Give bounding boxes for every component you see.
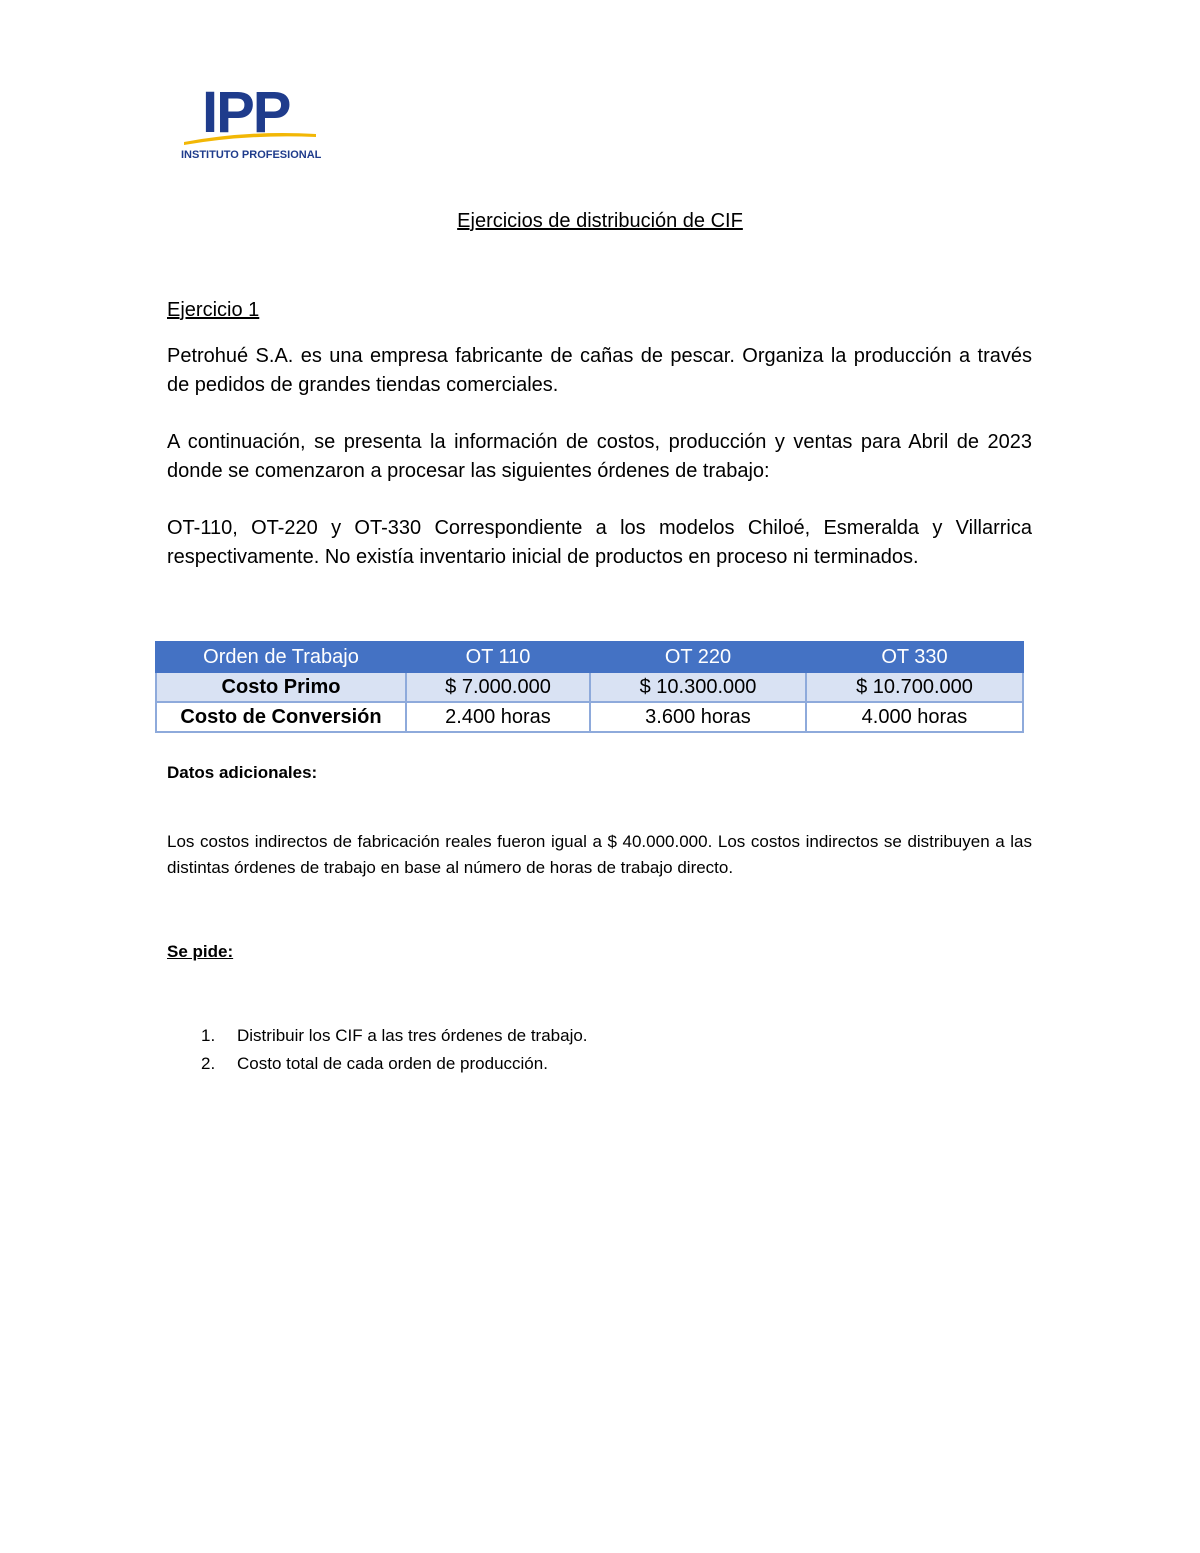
ipp-logo-graphic — [178, 84, 322, 164]
ipp-logo — [178, 84, 322, 164]
list-item-number: 2. — [201, 1054, 216, 1073]
list-item — [167, 1022, 588, 1050]
exercise-heading: Ejercicio 1 — [167, 299, 260, 321]
list-item-text: Distribuir los CIF a las tres órdenes de trabajo. — [237, 1026, 588, 1045]
row-label: Costo de Conversión — [156, 702, 406, 732]
table-cell: 2.400 horas — [406, 702, 590, 732]
table-header-cell: Orden de Trabajo — [156, 642, 406, 672]
table-cell: $ 7.000.000 — [406, 672, 590, 702]
request-heading: Se pide: — [167, 942, 234, 961]
logo-wordmark: IPP — [202, 84, 290, 145]
document-title: Ejercicios de distribución de CIF — [457, 210, 743, 232]
request-list — [167, 1022, 588, 1078]
list-item-number: 1. — [201, 1026, 216, 1045]
exercise-paragraph-3: OT-110, OT-220 y OT-330 Correspondiente a los modelos Chiloé, Esmeralda y Villarrica respectivamente. No existía inventario inicial de productos en proceso ni terminados. — [167, 517, 1032, 568]
row-label: Costo Primo — [156, 672, 406, 702]
exercise-paragraph-2: A continuación, se presenta la información de costos, producción y ventas para Abril de 2023 donde se comenzaron a procesar las siguientes órdenes de trabajo: — [167, 431, 1032, 482]
table-row-costo-primo — [156, 672, 1023, 702]
additional-data-heading: Datos adicionales: — [167, 763, 318, 782]
work-orders-table — [155, 641, 1024, 733]
list-item-text: Costo total de cada orden de producción. — [237, 1054, 548, 1073]
table-header-cell: OT 110 — [406, 642, 590, 672]
logo-tagline: INSTITUTO PROFESIONAL — [181, 149, 322, 161]
exercise-paragraph-1: Petrohué S.A. es una empresa fabricante de cañas de pescar. Organiza la producción a través de pedidos de grandes tiendas comerciales. — [167, 345, 1032, 396]
list-item — [167, 1050, 588, 1078]
table-header-row — [156, 642, 1023, 672]
table-cell: $ 10.700.000 — [806, 672, 1023, 702]
table-header-cell: OT 330 — [806, 642, 1023, 672]
table-cell: 4.000 horas — [806, 702, 1023, 732]
table-cell: $ 10.300.000 — [590, 672, 806, 702]
additional-data-text: Los costos indirectos de fabricación reales fueron igual a $ 40.000.000. Los costos indirectos se distribuyen a las distintas órdenes de trabajo en base al número de horas de trabajo directo. — [167, 832, 1032, 877]
table-header-cell: OT 220 — [590, 642, 806, 672]
table-cell: 3.600 horas — [590, 702, 806, 732]
table-row-costo-conversion — [156, 702, 1023, 732]
